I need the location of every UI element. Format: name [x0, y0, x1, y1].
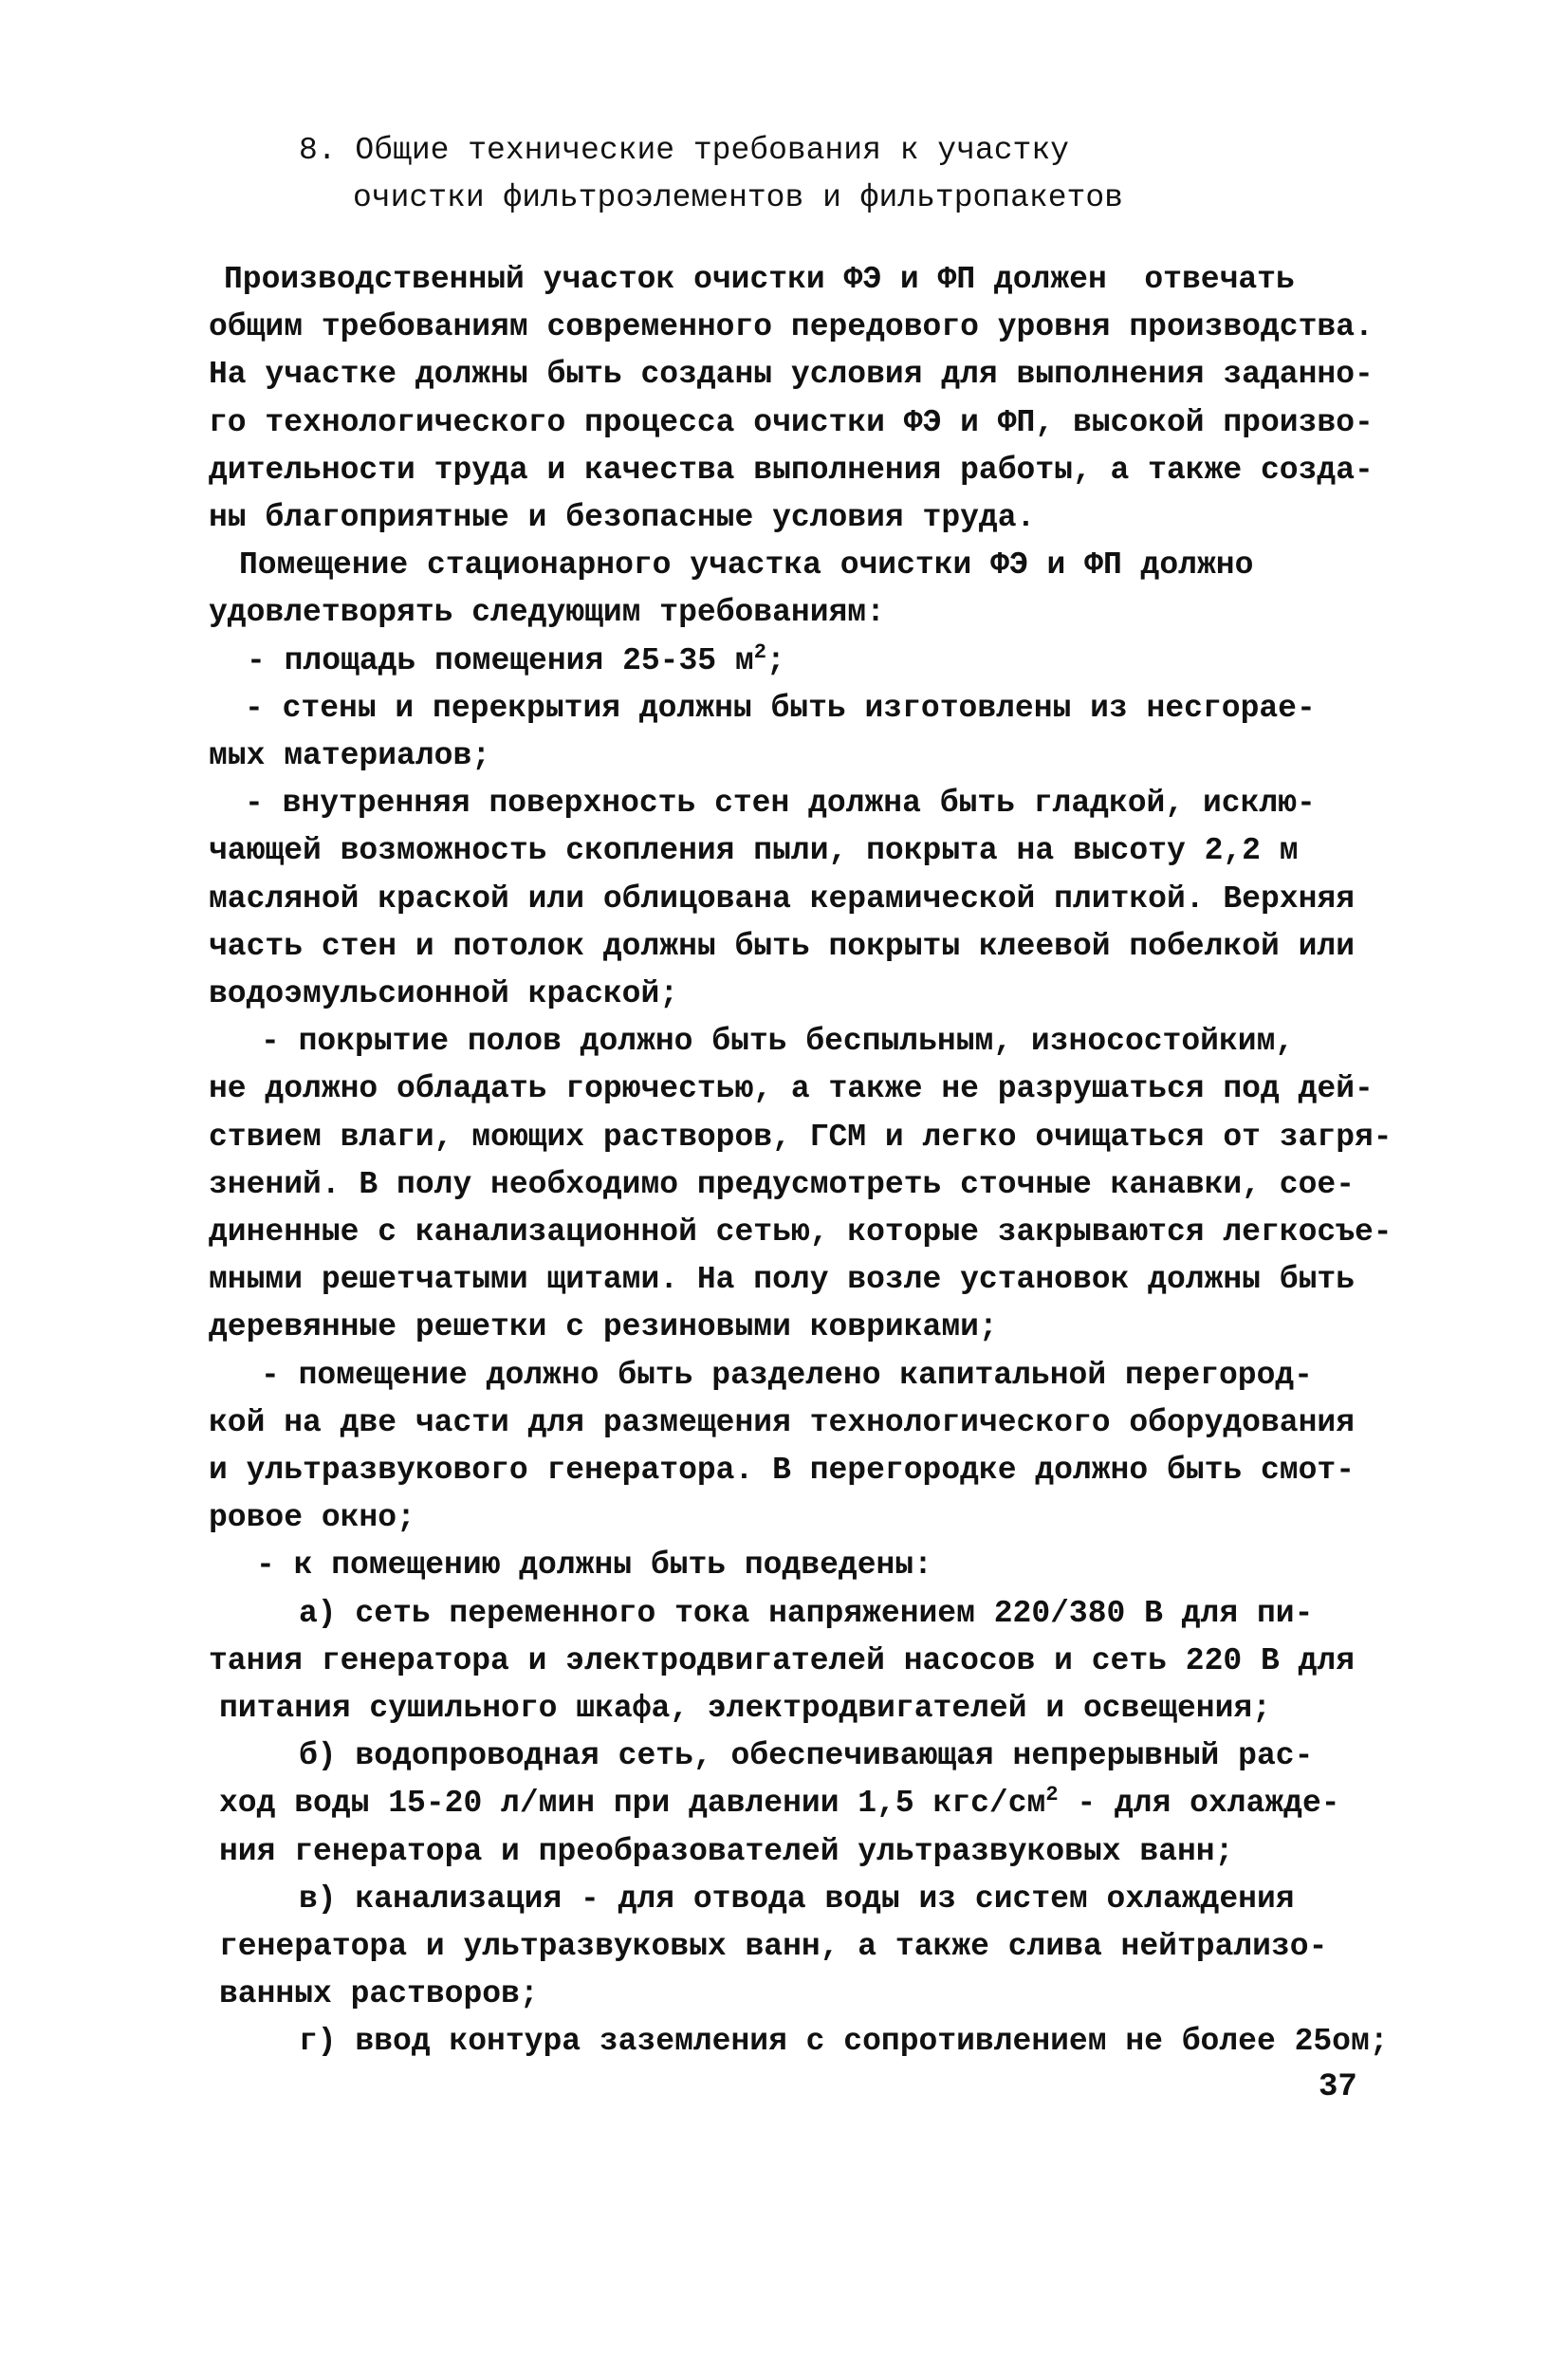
line-text: ванных растворов;: [219, 1976, 539, 2012]
text-line: [299, 2024, 1389, 2060]
line-text: генератора и ультразвуковых ванн, а также слива нейтрализо-: [219, 1929, 1328, 1964]
line-text: водоэмульсионной краской;: [209, 976, 679, 1011]
text-line: [209, 929, 1355, 965]
line-text: - площадь помещения 25-35 м: [247, 642, 754, 678]
line-text: - помещение должно быть разделено капитальной перегород-: [261, 1357, 1313, 1393]
line-text: не должно обладать горючестью, а также не разрушаться под дей-: [209, 1071, 1374, 1107]
line-text: диненные с канализационной сетью, которые закрываются легкосъе-: [209, 1214, 1393, 1250]
superscript: 2: [1045, 1783, 1059, 1807]
text-line: [245, 786, 1316, 822]
line-text: ход воды 15-20 л/мин при давлении 1,5 кгс/см: [219, 1786, 1046, 1822]
line-text: а) сеть переменного тока напряжением 220/380 В для пи-: [299, 1595, 1314, 1631]
text-line: [261, 1024, 1294, 1060]
line-text: го технологического процесса очистки ФЭ и ФП, высокой произво-: [209, 404, 1374, 440]
text-line: [209, 1309, 998, 1345]
line-text: б) водопроводная сеть, обеспечивающая непрерывный рас-: [299, 1738, 1314, 1774]
text-line: [245, 691, 1316, 727]
text-line: [299, 1596, 1313, 1632]
line-text: ствием влаги, моющих растворов, ГСМ и легко очищаться от загря-: [209, 1119, 1393, 1155]
text-line: [209, 1167, 1355, 1203]
line-text: - стены и перекрытия должны быть изготовлены из несгорае-: [245, 690, 1316, 726]
line-text: - к помещению должны быть подведены:: [256, 1547, 932, 1584]
text-line: [209, 1262, 1355, 1298]
text-line: [224, 262, 1295, 298]
text-line: [209, 309, 1374, 345]
line-text: ния генератора и преобразователей ультразвуковых ванн;: [219, 1833, 1234, 1869]
line-text: г) ввод контура заземления с сопротивлением не более 25ом;: [299, 2024, 1389, 2060]
text-line: [261, 1358, 1313, 1394]
line-text: масляной краской или облицована керамической плиткой. Верхняя: [209, 880, 1355, 917]
line-text: мых материалов;: [209, 738, 491, 773]
text-line: [209, 976, 678, 1012]
line-text: часть стен и потолок должны быть покрыты клеевой побелкой или: [209, 928, 1355, 964]
text-line: [219, 1691, 1271, 1727]
line-text: чающей возможность скопления пыли, покрыта на высоту 2,2 м: [209, 833, 1299, 869]
text-line: [209, 595, 885, 631]
line-text: На участке должны быть созданы условия для выполнения заданно-: [209, 357, 1374, 393]
text-line: [209, 738, 490, 774]
text-line: [256, 1547, 932, 1584]
text-line: [209, 1643, 1355, 1679]
text-line: [209, 1453, 1355, 1489]
line-text: Производственный участок очистки ФЭ и ФП должен отвечать: [224, 262, 1295, 297]
line-text: общим требованиям современного передового уровня производства.: [209, 309, 1374, 345]
text-line: [299, 1881, 1295, 1918]
text-line: [209, 500, 1035, 536]
text-line: [219, 1834, 1233, 1870]
line-text: и ультразвукового генератора. В перегородке должно быть смот-: [209, 1453, 1355, 1488]
line-text: деревянные решетки с резиновыми ковриками;: [209, 1309, 998, 1345]
line-text: ровое окно;: [209, 1500, 415, 1536]
text-line: [209, 405, 1374, 441]
superscript: 2: [753, 639, 766, 664]
line-text: в) канализация - для отвода воды из систем охлаждения: [299, 1881, 1295, 1917]
line-text: ны благоприятные и безопасные условия труда.: [209, 500, 1036, 535]
text-line: [219, 1976, 539, 2012]
text-line: [209, 357, 1374, 393]
line-tail: - для охлажде-: [1058, 1786, 1340, 1822]
section-heading-line-1: 8. Общие технические требования к участку: [299, 133, 1069, 168]
text-line: [219, 1783, 1340, 1822]
text-line: [219, 1929, 1327, 1965]
text-line: [209, 1120, 1393, 1156]
line-text: - покрытие полов должно быть беспыльным, износостойким,: [261, 1024, 1295, 1060]
line-text: знений. В полу необходимо предусмотреть сточные канавки, сое-: [209, 1166, 1355, 1202]
text-line: [247, 639, 785, 679]
line-tail: ;: [766, 642, 785, 678]
line-text: - внутренняя поверхность стен должна быть гладкой, исклю-: [245, 786, 1316, 822]
line-text: питания сушильного шкафа, электродвигателей и освещения;: [219, 1691, 1271, 1726]
page-number: 37: [1319, 2069, 1357, 2105]
text-line: [239, 547, 1253, 584]
line-text: дительности труда и качества выполнения работы, а также созда-: [209, 452, 1374, 488]
section-heading-line-2: очистки фильтроэлементов и фильтропакетов: [353, 180, 1123, 215]
line-text: Помещение стационарного участка очистки ФЭ и ФП должно: [239, 547, 1254, 584]
text-line: [299, 1738, 1313, 1774]
text-line: [209, 881, 1355, 917]
text-line: [209, 1214, 1393, 1251]
text-line: [209, 1071, 1374, 1107]
line-text: мными решетчатыми щитами. На полу возле установок должны быть: [209, 1262, 1355, 1298]
text-line: [209, 833, 1299, 869]
text-line: [209, 453, 1374, 489]
text-line: [209, 1500, 415, 1536]
line-text: тания генератора и электродвигателей насосов и сеть 220 В для: [209, 1642, 1355, 1678]
line-text: удовлетворять следующим требованиям:: [209, 595, 885, 631]
line-text: кой на две части для размещения технологического оборудования: [209, 1404, 1355, 1440]
text-line: [209, 1405, 1355, 1441]
